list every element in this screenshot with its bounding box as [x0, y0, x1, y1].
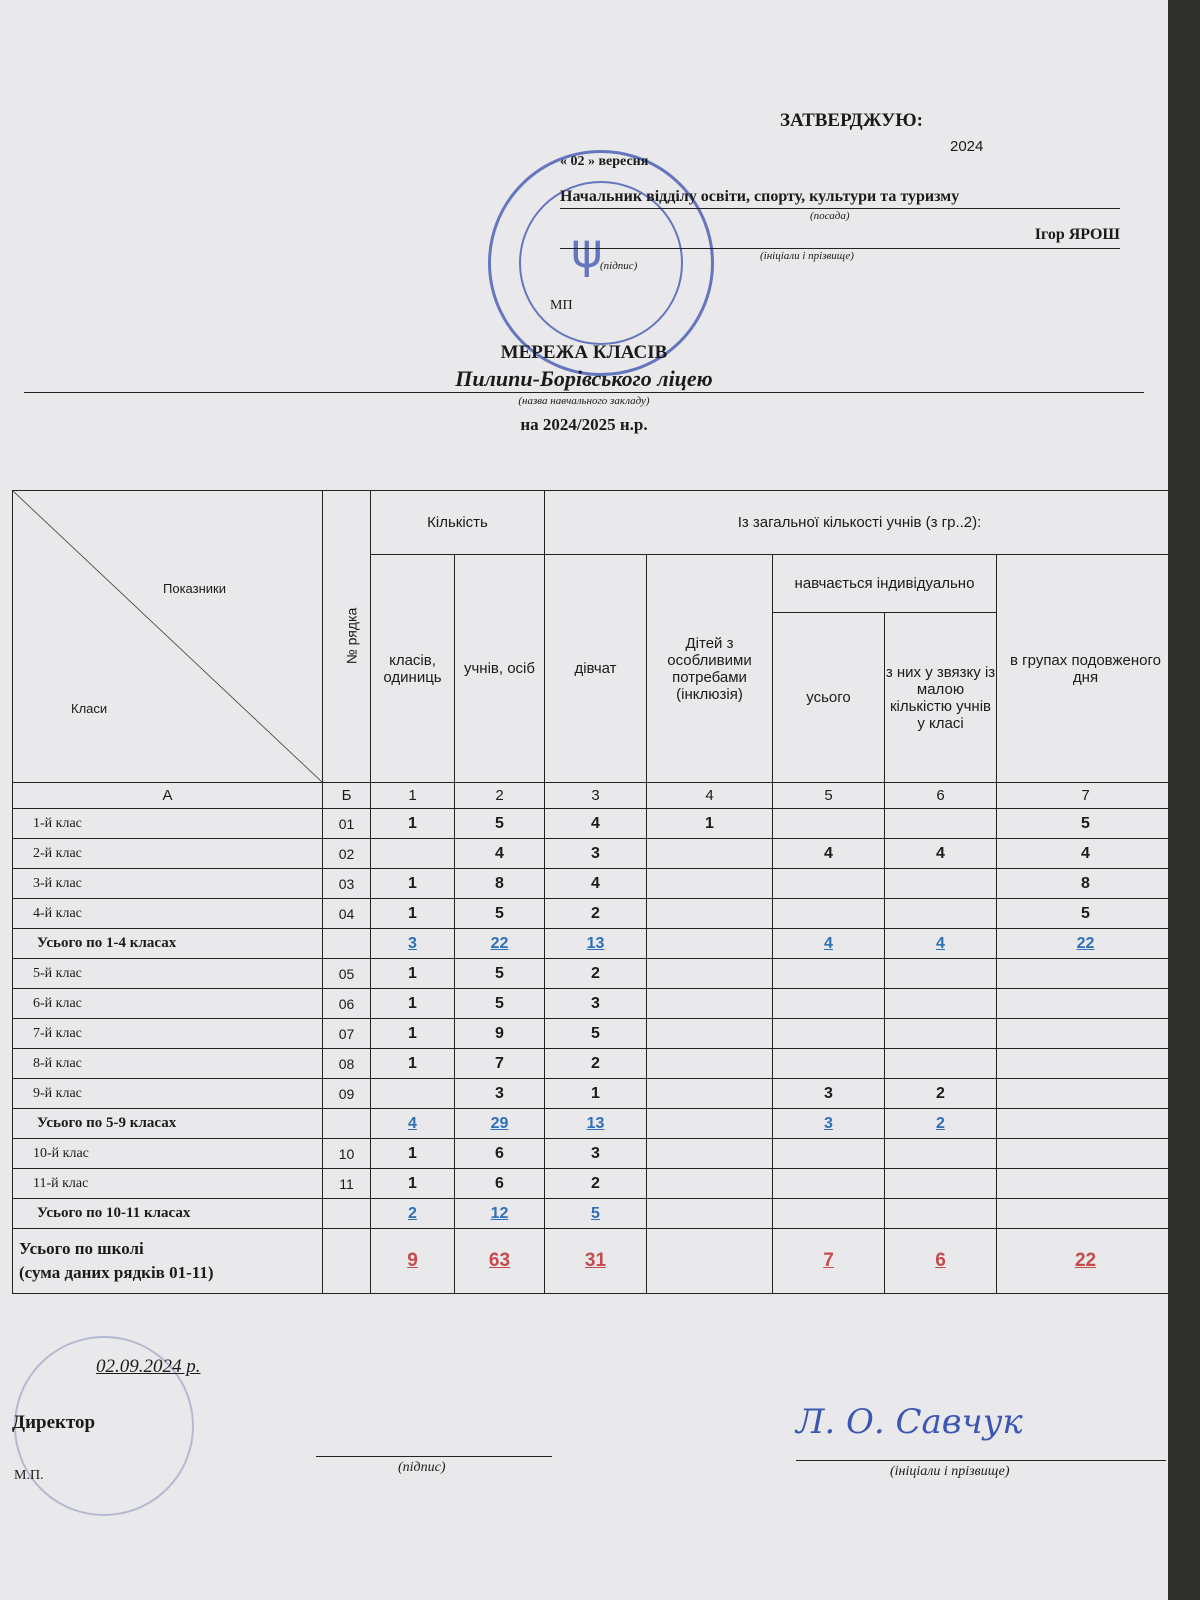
cell-no: 06: [323, 989, 371, 1019]
cell-c6: 2: [885, 1079, 997, 1109]
cell-c3: 1: [545, 1079, 647, 1109]
table-row: [13, 1049, 1175, 1079]
cell-c1: 4: [371, 1109, 455, 1139]
total-inclusion: [647, 1229, 773, 1294]
cell-c7: 8: [997, 869, 1175, 899]
cell-c3: 2: [545, 899, 647, 929]
approval-position: Начальник відділу освіти, спорту, культури та туризму: [560, 188, 1120, 209]
cell-c7: 5: [997, 809, 1175, 839]
cell-c5: [773, 1139, 885, 1169]
cell-c2: 3: [455, 1079, 545, 1109]
cell-c1: 1: [371, 869, 455, 899]
cell-c6: 2: [885, 1109, 997, 1139]
cell-label: Усього по 10-11 класах: [13, 1199, 323, 1229]
position-caption: (посада): [810, 210, 850, 222]
col-index-3: 3: [545, 783, 647, 809]
table-row: [13, 809, 1175, 839]
page-title: МЕРЕЖА КЛАСІВ: [500, 342, 668, 363]
cell-no: [323, 929, 371, 959]
approval-seal-label: МП: [550, 298, 573, 313]
cell-c3: 3: [545, 839, 647, 869]
cell-c7: [997, 1199, 1175, 1229]
cell-label: 9-й клас: [13, 1079, 323, 1109]
table-row: [13, 839, 1175, 869]
dark-background-edge: [1168, 0, 1200, 1600]
approval-title: ЗАТВЕРДЖУЮ:: [780, 110, 923, 131]
cell-c1: 3: [371, 929, 455, 959]
header-of-total: Із загальної кількості учнів (з гр..2):: [545, 491, 1175, 555]
cell-no: 09: [323, 1079, 371, 1109]
approval-name: Ігор ЯРОШ: [560, 226, 1120, 249]
cell-c4: [647, 899, 773, 929]
cell-c6: [885, 869, 997, 899]
cell-c6: [885, 1139, 997, 1169]
cell-c4: [647, 1199, 773, 1229]
cell-c6: [885, 989, 997, 1019]
cell-c4: [647, 1109, 773, 1139]
signature-line: [316, 1456, 552, 1457]
cell-label: 2-й клас: [13, 839, 323, 869]
cell-c5: [773, 989, 885, 1019]
header-individual: навчається індивідуально: [773, 555, 997, 613]
footer-seal-label: М.П.: [14, 1468, 44, 1483]
cell-c5: 3: [773, 1109, 885, 1139]
cell-c2: 29: [455, 1109, 545, 1139]
approval-year: 2024: [950, 138, 984, 155]
approval-date: « 02 » вересня: [560, 154, 649, 169]
cell-c7: [997, 989, 1175, 1019]
cell-no: [323, 1199, 371, 1229]
header-row-number: № рядка: [323, 491, 371, 783]
cell-c5: [773, 899, 885, 929]
cell-c7: [997, 1169, 1175, 1199]
cell-c2: 8: [455, 869, 545, 899]
cell-c6: [885, 1169, 997, 1199]
col-index-a: А: [13, 783, 323, 809]
table-row: [13, 899, 1175, 929]
cell-c6: 4: [885, 839, 997, 869]
header-individual-small-class: з них у звязку із малою кількістю учнів у класі: [885, 613, 997, 783]
cell-label: 10-й клас: [13, 1139, 323, 1169]
cell-c3: 4: [545, 869, 647, 899]
cell-no: 01: [323, 809, 371, 839]
cell-label: 5-й клас: [13, 959, 323, 989]
cell-c4: [647, 929, 773, 959]
cell-c5: [773, 959, 885, 989]
cell-c5: 4: [773, 929, 885, 959]
cell-c2: 5: [455, 959, 545, 989]
cell-c6: [885, 1019, 997, 1049]
cell-c5: [773, 1049, 885, 1079]
total-individual-small: 6: [885, 1229, 997, 1294]
table-row: [13, 1169, 1175, 1199]
total-individual: 7: [773, 1229, 885, 1294]
school-total-row: [13, 1229, 1175, 1294]
cell-c1: [371, 839, 455, 869]
subtotal-row: [13, 1199, 1175, 1229]
cell-c4: [647, 1049, 773, 1079]
table-body: [13, 809, 1175, 1229]
footer-name-caption: (ініціали і прізвище): [890, 1464, 1010, 1479]
cell-c5: [773, 869, 885, 899]
cell-c4: [647, 1019, 773, 1049]
cell-c1: 1: [371, 1049, 455, 1079]
col-index-7: 7: [997, 783, 1175, 809]
cell-c7: [997, 959, 1175, 989]
trident-emblem-icon: ψ: [571, 223, 603, 279]
cell-c4: [647, 1079, 773, 1109]
cell-c3: 13: [545, 1109, 647, 1139]
academic-year: на 2024/2025 н.р.: [520, 415, 648, 434]
col-index-6: 6: [885, 783, 997, 809]
school-name: Пилипи-Борівського ліцею: [24, 366, 1144, 393]
cell-label: 8-й клас: [13, 1049, 323, 1079]
cell-c4: [647, 1169, 773, 1199]
cell-c1: 2: [371, 1199, 455, 1229]
cell-label: 7-й клас: [13, 1019, 323, 1049]
table-row: [13, 989, 1175, 1019]
cell-c3: 3: [545, 1139, 647, 1169]
cell-no: 03: [323, 869, 371, 899]
header-diagonal-cell: [13, 491, 323, 783]
cell-c2: 12: [455, 1199, 545, 1229]
cell-c7: [997, 1079, 1175, 1109]
cell-c6: [885, 959, 997, 989]
cell-c4: [647, 1139, 773, 1169]
total-row-number: [323, 1229, 371, 1294]
class-network-table: [12, 490, 1175, 1294]
cell-c3: 13: [545, 929, 647, 959]
header-indicators: Показники: [163, 581, 226, 596]
cell-c4: [647, 839, 773, 869]
cell-c3: 2: [545, 959, 647, 989]
document-heading: [0, 342, 1168, 435]
cell-c3: 5: [545, 1019, 647, 1049]
cell-c1: 1: [371, 959, 455, 989]
col-index-5: 5: [773, 783, 885, 809]
cell-c1: 1: [371, 1169, 455, 1199]
cell-c2: 5: [455, 989, 545, 1019]
approval-name-caption: (ініціали і прізвище): [760, 250, 854, 262]
subtotal-row: [13, 929, 1175, 959]
cell-c1: [371, 1079, 455, 1109]
handwritten-name: Л. О. Савчук: [796, 1402, 1023, 1442]
cell-c6: [885, 1049, 997, 1079]
approval-signature-caption: (підпис): [600, 260, 638, 272]
cell-c5: [773, 1169, 885, 1199]
cell-label: 11-й клас: [13, 1169, 323, 1199]
column-index-row: [13, 783, 1175, 809]
cell-c4: [647, 989, 773, 1019]
cell-label: 6-й клас: [13, 989, 323, 1019]
cell-c7: [997, 1109, 1175, 1139]
cell-c2: 6: [455, 1169, 545, 1199]
cell-c5: [773, 1019, 885, 1049]
cell-c5: 3: [773, 1079, 885, 1109]
cell-label: Усього по 5-9 класах: [13, 1109, 323, 1139]
total-girls: 31: [545, 1229, 647, 1294]
cell-c2: 22: [455, 929, 545, 959]
cell-c3: 4: [545, 809, 647, 839]
cell-c2: 5: [455, 899, 545, 929]
footer-date: 02.09.2024 р.: [96, 1356, 201, 1377]
table-row: [13, 1079, 1175, 1109]
cell-no: 10: [323, 1139, 371, 1169]
total-students: 63: [455, 1229, 545, 1294]
cell-no: 08: [323, 1049, 371, 1079]
cell-no: 11: [323, 1169, 371, 1199]
cell-c7: 4: [997, 839, 1175, 869]
col-index-1: 1: [371, 783, 455, 809]
director-label: Директор: [12, 1412, 96, 1433]
cell-c7: [997, 1019, 1175, 1049]
cell-no: 05: [323, 959, 371, 989]
header-individual-total: усього: [773, 613, 885, 783]
cell-c5: [773, 1199, 885, 1229]
cell-c1: 1: [371, 1139, 455, 1169]
cell-c3: 5: [545, 1199, 647, 1229]
school-caption: (назва навчального закладу): [518, 395, 650, 407]
cell-c5: 4: [773, 839, 885, 869]
cell-c2: 6: [455, 1139, 545, 1169]
table-row: [13, 869, 1175, 899]
cell-c7: [997, 1049, 1175, 1079]
cell-no: [323, 1109, 371, 1139]
cell-label: 3-й клас: [13, 869, 323, 899]
header-extended-day: в групах подовженого дня: [997, 555, 1175, 783]
cell-no: 04: [323, 899, 371, 929]
cell-c5: [773, 809, 885, 839]
header-count: Кількість: [371, 491, 545, 555]
cell-c4: 1: [647, 809, 773, 839]
col-index-2: 2: [455, 783, 545, 809]
cell-c1: 1: [371, 1019, 455, 1049]
col-index-b: Б: [323, 783, 371, 809]
name-line: [796, 1460, 1166, 1461]
cell-c2: 9: [455, 1019, 545, 1049]
table-row: [13, 959, 1175, 989]
cell-c1: 1: [371, 809, 455, 839]
cell-c6: [885, 809, 997, 839]
total-label: Усього по школі (сума даних рядків 01-11): [13, 1229, 323, 1294]
cell-c1: 1: [371, 989, 455, 1019]
header-class-units: класів, одиниць: [371, 555, 455, 783]
cell-c1: 1: [371, 899, 455, 929]
total-class-units: 9: [371, 1229, 455, 1294]
header-inclusion: Дітей з особливими потребами (інклюзія): [647, 555, 773, 783]
table-row: [13, 1019, 1175, 1049]
cell-c7: [997, 1139, 1175, 1169]
cell-no: 07: [323, 1019, 371, 1049]
header-girls: дівчат: [545, 555, 647, 783]
total-extended-day: 22: [997, 1229, 1175, 1294]
cell-c3: 2: [545, 1049, 647, 1079]
cell-c7: 5: [997, 899, 1175, 929]
cell-c6: [885, 1199, 997, 1229]
footer-signature-caption: (підпис): [398, 1460, 446, 1475]
header-classes: Класи: [71, 701, 108, 716]
cell-c4: [647, 959, 773, 989]
cell-c6: 4: [885, 929, 997, 959]
cell-label: Усього по 1-4 класах: [13, 929, 323, 959]
header-students: учнів, осіб: [455, 555, 545, 783]
cell-c2: 7: [455, 1049, 545, 1079]
cell-c3: 2: [545, 1169, 647, 1199]
cell-label: 4-й клас: [13, 899, 323, 929]
cell-c6: [885, 899, 997, 929]
cell-c4: [647, 869, 773, 899]
cell-c2: 5: [455, 809, 545, 839]
subtotal-row: [13, 1109, 1175, 1139]
cell-c7: 22: [997, 929, 1175, 959]
cell-no: 02: [323, 839, 371, 869]
col-index-4: 4: [647, 783, 773, 809]
cell-c3: 3: [545, 989, 647, 1019]
cell-c2: 4: [455, 839, 545, 869]
table-row: [13, 1139, 1175, 1169]
cell-label: 1-й клас: [13, 809, 323, 839]
